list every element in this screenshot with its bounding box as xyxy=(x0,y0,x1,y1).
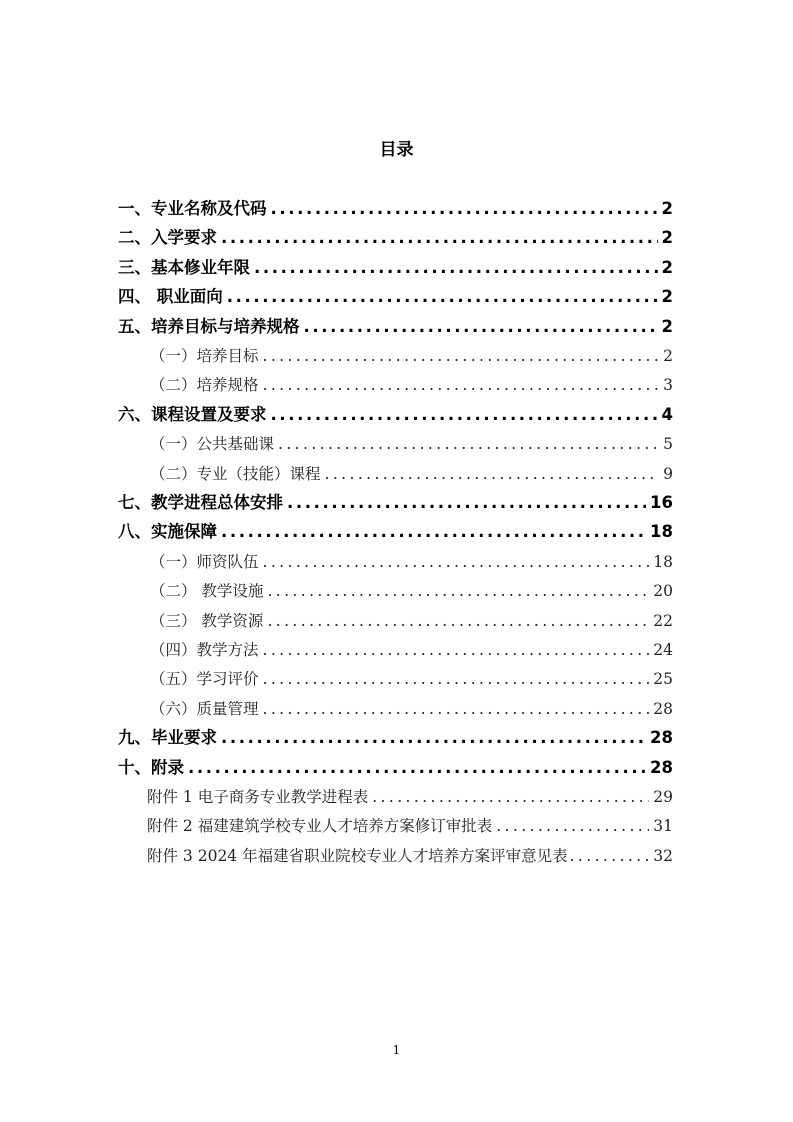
toc-entry-page: 2 xyxy=(663,347,673,365)
toc-entry[interactable] xyxy=(150,578,673,604)
toc-entry-label: 六、课程设置及要求 xyxy=(118,404,267,424)
toc-entry-label: 八、实施保障 xyxy=(118,522,217,542)
toc-entry-page: 2 xyxy=(661,316,673,336)
toc-dot-leader xyxy=(304,314,658,340)
toc-entry[interactable] xyxy=(150,637,673,663)
toc-entry-page: 32 xyxy=(653,846,673,865)
toc-entry-page: 25 xyxy=(653,670,673,689)
toc-entry-page: 24 xyxy=(653,641,673,659)
toc-entry-label: 附件 1 电子商务专业教学进程表 xyxy=(147,788,369,806)
toc-dot-leader xyxy=(287,490,646,516)
toc-entry[interactable] xyxy=(150,372,673,398)
toc-dot-leader xyxy=(221,725,646,751)
toc-entry[interactable] xyxy=(150,431,673,457)
toc-entry-label: （一）培养目标 xyxy=(150,347,259,365)
toc-dot-leader xyxy=(271,196,658,222)
toc-dot-leader xyxy=(278,431,659,457)
toc-entry-label: 九、毕业要求 xyxy=(118,728,217,748)
toc-entry-page: 31 xyxy=(653,817,673,836)
toc-dot-leader xyxy=(263,696,650,722)
toc-entry-label: （四）教学方法 xyxy=(150,641,259,659)
toc-entry[interactable] xyxy=(150,666,673,692)
toc-dot-leader xyxy=(267,608,649,634)
toc-dot-leader xyxy=(372,784,649,810)
toc-entry-label: 七、教学进程总体安排 xyxy=(118,493,283,512)
toc-entry-label: （二）专业（技能）课程 xyxy=(150,464,321,483)
toc-entry-label: （一）师资队伍 xyxy=(150,552,259,571)
toc-entry-label: 一、专业名称及代码 xyxy=(118,199,267,218)
toc-entry[interactable] xyxy=(118,284,673,310)
toc-entry-page: 16 xyxy=(650,493,673,512)
toc-entry-page: 28 xyxy=(653,699,673,718)
toc-entry-label: （三） 教学资源 xyxy=(150,611,264,630)
toc-appendix-entry[interactable] xyxy=(147,813,673,839)
toc-dot-leader xyxy=(263,666,650,692)
toc-entry-page: 29 xyxy=(653,788,673,806)
toc-entry-label: （二） 教学设施 xyxy=(150,582,264,601)
toc-dot-leader xyxy=(221,225,658,251)
toc-entry[interactable] xyxy=(118,225,673,251)
toc-title: 目录 xyxy=(379,140,414,160)
toc-dot-leader xyxy=(188,755,646,781)
toc-entry-page: 2 xyxy=(661,257,673,277)
toc-entry[interactable] xyxy=(118,490,673,516)
toc-dot-leader xyxy=(325,461,660,487)
toc-entry-page: 9 xyxy=(663,464,673,483)
toc-entry-label: 四、 职业面向 xyxy=(118,287,223,307)
toc-entry-label: 三、基本修业年限 xyxy=(118,257,250,277)
toc-dot-leader xyxy=(221,519,646,545)
toc-dot-leader xyxy=(263,637,650,663)
toc-entry[interactable] xyxy=(118,255,673,281)
toc-entry-label: （五）学习评价 xyxy=(150,670,259,689)
toc-dot-leader xyxy=(271,402,658,428)
toc-entry-label: （六）质量管理 xyxy=(150,699,259,718)
toc-entry-page: 18 xyxy=(653,552,673,571)
toc-entry[interactable] xyxy=(150,696,673,722)
toc-entry-page: 22 xyxy=(653,611,673,630)
toc-dot-leader xyxy=(496,813,649,839)
toc-appendix-entry[interactable] xyxy=(147,843,673,869)
toc-entry-label: （一）公共基础课 xyxy=(150,435,275,454)
toc-entry[interactable] xyxy=(118,402,673,428)
toc-entry-label: （二）培养规格 xyxy=(150,376,259,395)
toc-entry[interactable] xyxy=(118,314,673,340)
toc-entry[interactable] xyxy=(118,725,673,751)
toc-entry-label: 二、入学要求 xyxy=(118,228,217,248)
toc-entry[interactable] xyxy=(118,755,673,781)
page-number: 1 xyxy=(392,1043,401,1057)
toc-dot-leader xyxy=(227,284,658,310)
toc-entry-label: 附件 2 福建建筑学校专业人才培养方案修订审批表 xyxy=(147,817,493,836)
toc-entry-page: 28 xyxy=(650,757,673,777)
toc-entry-page: 20 xyxy=(653,582,673,601)
toc-dot-leader xyxy=(263,343,660,369)
toc-entry-page: 5 xyxy=(663,435,673,454)
toc-entry[interactable] xyxy=(150,549,673,575)
toc-dot-leader xyxy=(263,549,650,575)
toc-entry[interactable] xyxy=(118,519,673,545)
toc-entry-label: 十、附录 xyxy=(118,757,184,777)
toc-entry-page: 3 xyxy=(663,376,673,395)
toc-entry-label: 五、培养目标与培养规格 xyxy=(118,316,300,336)
toc-entry-page: 2 xyxy=(661,199,673,218)
toc-dot-leader xyxy=(267,578,649,604)
toc-entry-page: 28 xyxy=(650,728,673,748)
toc-entry-page: 18 xyxy=(650,522,673,542)
toc-dot-leader xyxy=(263,372,660,398)
toc-dot-leader xyxy=(570,843,652,869)
toc-entry[interactable] xyxy=(150,461,673,487)
toc-entry-page: 2 xyxy=(661,287,673,307)
toc-entry[interactable] xyxy=(118,196,673,222)
toc-appendix-entry[interactable] xyxy=(147,784,673,810)
toc-entry[interactable] xyxy=(150,343,673,369)
toc-entry-page: 2 xyxy=(661,228,673,248)
toc-entry-label: 附件 3 2024 年福建省职业院校专业人才培养方案评审意见表 xyxy=(147,846,568,865)
toc-entry[interactable] xyxy=(150,608,673,634)
toc-dot-leader xyxy=(254,255,658,281)
toc-entry-page: 4 xyxy=(661,404,673,424)
